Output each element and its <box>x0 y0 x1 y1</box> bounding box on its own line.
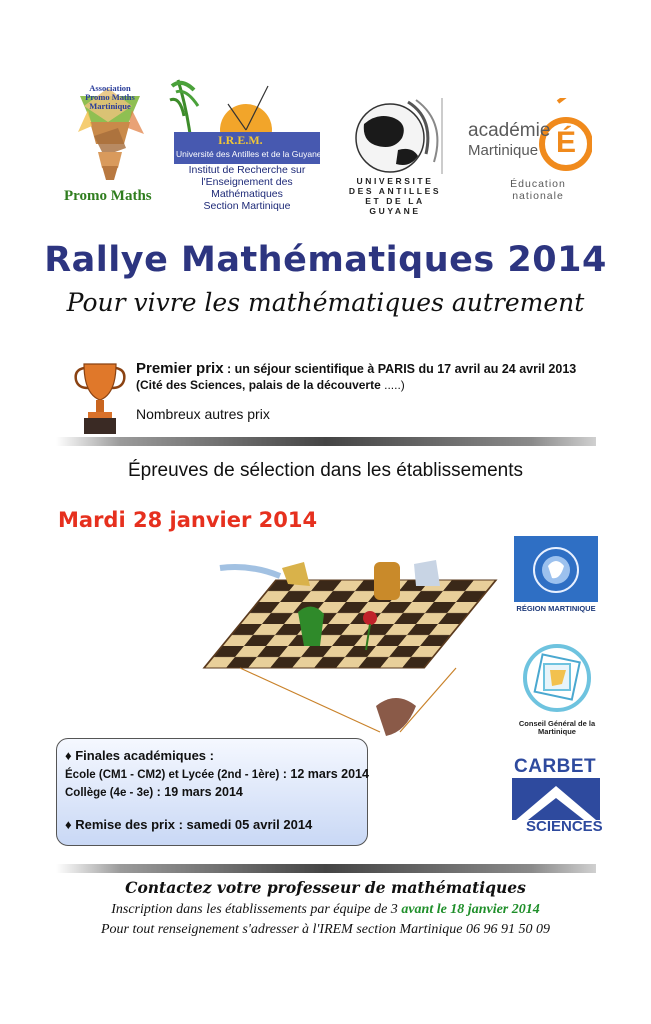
promo-maths-assoc-text: Association Promo Maths Martinique <box>85 83 135 111</box>
finals-line2-date: : 19 mars 2014 <box>153 785 243 799</box>
carbet-sciences-logo <box>512 756 602 840</box>
irem-title: I.R.E.M. <box>218 133 263 147</box>
academie-line-3: Éducation <box>510 178 566 190</box>
finals-line1-label: École (CM1 - CM2) et Lycée (2nd - 1ère) <box>65 769 280 781</box>
universite-name <box>340 176 450 216</box>
other-prizes: Nombreux autres prix <box>136 406 270 422</box>
finals-line-college <box>65 785 243 799</box>
carbet-roof-icon <box>512 778 602 822</box>
prize-ceremony: ♦ Remise des prix : samedi 05 avril 2014 <box>65 817 313 832</box>
divider-top <box>56 437 596 446</box>
academie-line-4: nationale <box>512 190 564 202</box>
academie-line-2: Martinique <box>468 142 539 159</box>
promo-maths-logo <box>48 76 168 210</box>
contact-heading: Contactez votre professeur de mathématiques <box>125 878 526 897</box>
universite-antilles-guyane-logo <box>338 98 452 216</box>
finals-box <box>56 738 368 846</box>
academie-line-1: académie <box>468 120 551 141</box>
trophy-icon <box>74 360 126 436</box>
universite-line-2: DES ANTILLES <box>348 186 442 196</box>
finals-line-ecole-lycee <box>65 767 369 781</box>
universite-line-1: UNIVERSITE <box>356 176 434 186</box>
irem-logo <box>168 76 320 216</box>
page-title: Rallye Mathématiques 2014 <box>44 240 607 280</box>
sciences-text: SCIENCES <box>526 818 603 835</box>
first-prize-detail <box>136 378 405 392</box>
inscription-deadline: avant le 18 janvier 2014 <box>401 902 540 917</box>
information-contact: Pour tout renseignement s'adresser à l'IREM section Martinique 06 96 91 50 09 <box>100 922 550 937</box>
region-martinique-logo <box>514 536 598 616</box>
first-prize <box>136 360 576 377</box>
irem-university: Université des Antilles et de la Guyane <box>176 149 322 159</box>
irem-line-4: Section Martinique <box>203 200 291 212</box>
finals-line2-label: Collège (4e - 3e) <box>65 787 154 799</box>
academie-martinique-logo <box>462 98 592 210</box>
first-prize-detail-dots: .....) <box>380 378 405 392</box>
page-subtitle: Pour vivre les mathématiques autrement <box>66 288 585 317</box>
region-martinique-text: RÉGION MARTINIQUE <box>516 604 596 613</box>
inscription-main: Inscription dans les établissements par équipe de 3 <box>111 902 402 917</box>
academie-letter: É <box>556 126 577 159</box>
finals-line1-date: : 12 mars 2014 <box>279 767 369 781</box>
conseil-general-text: Conseil Général de la Martinique <box>518 719 596 736</box>
globe-icon <box>338 98 452 176</box>
inscription-text <box>0 902 651 918</box>
first-prize-text: : un séjour scientifique à PARIS du 17 avril au 24 avril 2013 <box>223 362 577 376</box>
conseil-general-logo <box>518 640 596 736</box>
irem-line-3: Mathématiques <box>211 188 283 200</box>
first-prize-detail-text: (Cité des Sciences, palais de la découverte <box>136 378 381 392</box>
selection-date: Mardi 28 janvier 2014 <box>58 508 318 532</box>
irem-description <box>174 164 320 212</box>
palm-sun-icon <box>168 76 320 136</box>
universite-line-3: ET DE LA GUYANE <box>365 196 425 216</box>
first-prize-label: Premier prix <box>136 360 224 377</box>
chessboard-illustration <box>200 550 500 746</box>
irem-line-2: l'Enseignement des <box>201 176 293 188</box>
selection-heading: Épreuves de sélection dans les établissements <box>127 460 523 481</box>
irem-line-1: Institut de Recherche sur <box>188 164 306 176</box>
promo-maths-label: Promo Maths <box>64 188 152 204</box>
academie-education <box>498 178 578 202</box>
carbet-text: CARBET <box>514 756 597 777</box>
finals-heading: ♦ Finales académiques : <box>65 748 214 763</box>
divider-bottom <box>56 864 596 873</box>
